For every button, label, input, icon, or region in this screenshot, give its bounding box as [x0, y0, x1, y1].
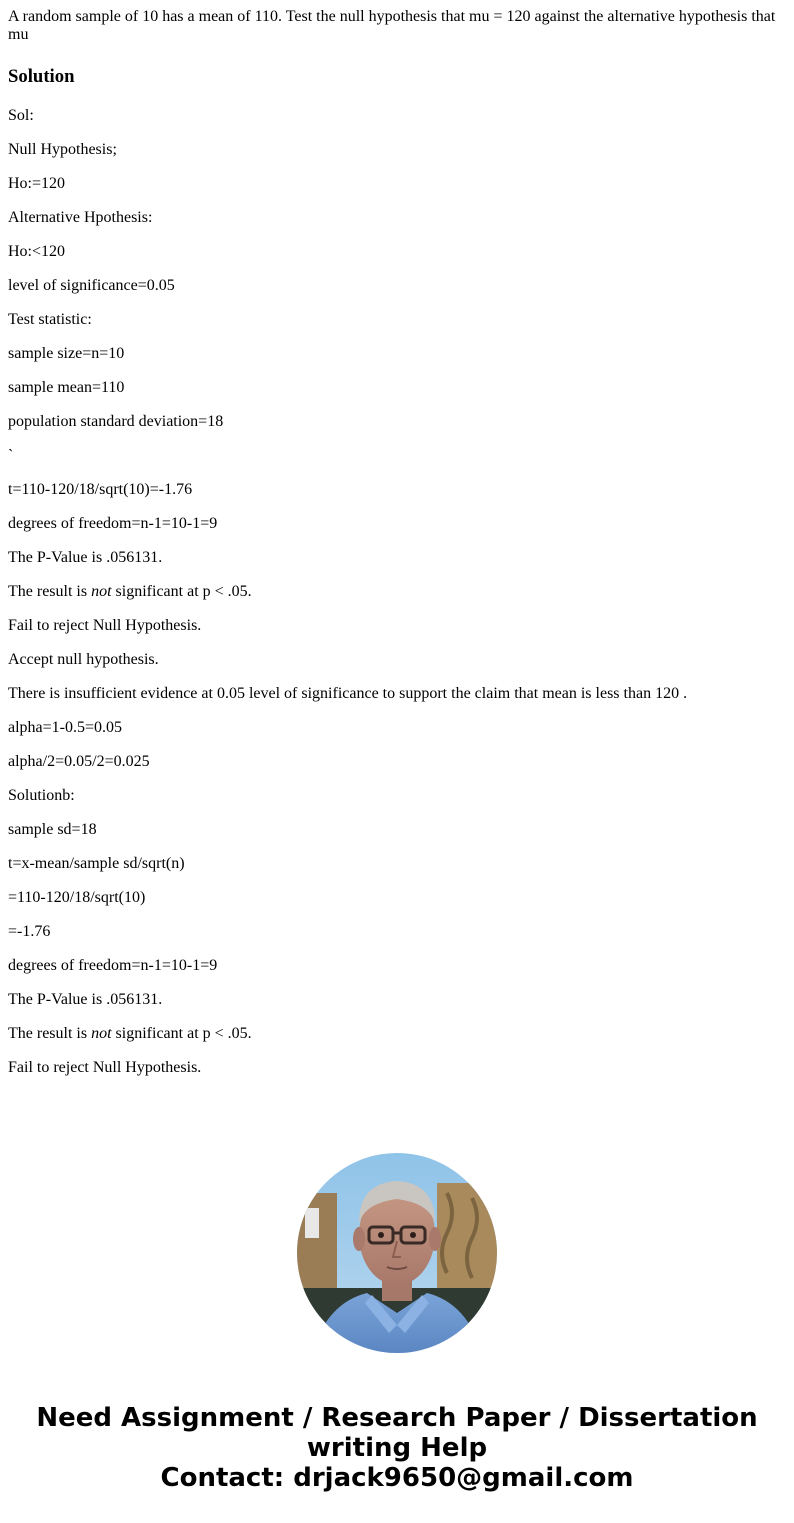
footer-line-1: Need Assignment / Research Paper / Dissertation: [36, 1403, 758, 1433]
step-test-statistic-label: Test statistic:: [8, 311, 92, 328]
avatar-portrait-image: [297, 1153, 497, 1353]
step-sample-mean: sample mean=110: [8, 379, 125, 396]
result-suffix: significant at p < .05.: [111, 583, 252, 600]
footer-contact-email[interactable]: Contact: drjack9650@gmail.com: [160, 1463, 634, 1493]
footer-line-2: writing Help: [306, 1433, 488, 1463]
author-avatar: [297, 1153, 497, 1353]
result-emphasis: not: [91, 583, 112, 600]
step-null-hypothesis-label: Null Hypothesis;: [8, 141, 117, 158]
result-suffix: significant at p < .05.: [111, 1025, 252, 1042]
step-p-value-b: The P-Value is .056131.: [8, 991, 163, 1008]
step-t-value: t=110-120/18/sqrt(10)=-1.76: [8, 481, 193, 498]
step-solution-b: Solutionb:: [8, 787, 75, 804]
step-backtick: `: [8, 447, 14, 464]
step-sample-size: sample size=n=10: [8, 345, 125, 362]
result-prefix: The result is: [8, 1025, 92, 1042]
step-result: [8, 583, 786, 601]
step-alpha-half: alpha/2=0.05/2=0.025: [8, 753, 150, 770]
step-p-value: The P-Value is .056131.: [8, 549, 163, 566]
step-result-b: [8, 1025, 786, 1043]
step-sample-sd: sample sd=18: [8, 821, 97, 838]
result-emphasis: not: [91, 1025, 112, 1042]
step-significance-level: level of significance=0.05: [8, 277, 175, 294]
step-fail-to-reject: Fail to reject Null Hypothesis.: [8, 617, 202, 634]
step-alternative-hypothesis-label: Alternative Hpothesis:: [8, 209, 153, 226]
step-conclusion: There is insufficient evidence at 0.05 level of significance to support the claim that mean is less than 120 .: [8, 685, 688, 702]
step-population-sd: population standard deviation=18: [8, 413, 224, 430]
question-text: A random sample of 10 has a mean of 110. Test the null hypothesis that mu = 120 against the alternative hypothesis that mu: [8, 8, 776, 43]
result-prefix: The result is: [8, 583, 92, 600]
solution-steps: [8, 107, 786, 1077]
step-final: Fail to reject Null Hypothesis.: [8, 1059, 202, 1076]
step-degrees-of-freedom: degrees of freedom=n-1=10-1=9: [8, 515, 218, 532]
step-accept-null: Accept null hypothesis.: [8, 651, 159, 668]
document-body: [8, 8, 786, 1093]
solution-heading: Solution: [8, 66, 75, 87]
step-degrees-of-freedom-b: degrees of freedom=n-1=10-1=9: [8, 957, 218, 974]
contact-footer: [0, 1403, 794, 1493]
step-alpha: alpha=1-0.5=0.05: [8, 719, 123, 736]
step-alternative-hypothesis: Ho:<120: [8, 243, 66, 260]
step-t-result: =-1.76: [8, 923, 51, 940]
step-t-substitution: =110-120/18/sqrt(10): [8, 889, 146, 906]
step-sol: Sol:: [8, 107, 34, 124]
step-t-formula: t=x-mean/sample sd/sqrt(n): [8, 855, 185, 872]
step-null-hypothesis: Ho:=120: [8, 175, 66, 192]
